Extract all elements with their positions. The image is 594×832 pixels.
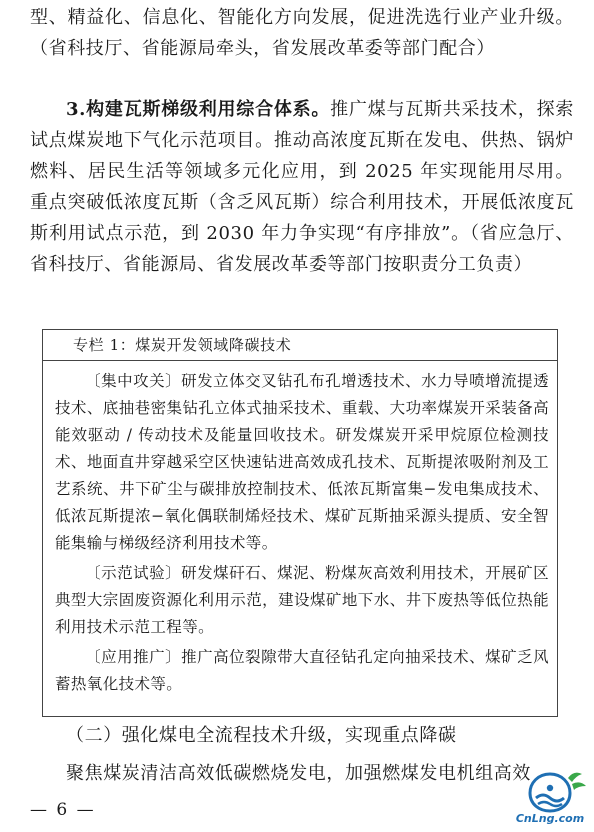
site-logo — [512, 768, 588, 828]
page-number: — 6 — — [30, 800, 96, 820]
column-item-text: 〔集中攻关〕研发立体交叉钻孔布孔增透技术、水力导喷增流提透技术、底抽巷密集钻孔立体式抽采技术、重载、大功率煤炭开采装备高能效驱动 / 传动技术及能量回收技术。研发煤炭开采甲烷原位检测技术、地面直井穿越采空区快速钻进高效成孔技术、瓦斯提浓吸附剂及工艺系统、井下矿尘与碳排放控制技术、低浓瓦斯富集−发电集成技术、低浓瓦斯提浓−氧化偶联制烯烃技术、煤矿瓦斯抽采源头提质、安全智能集输与梯级经济利用技术等。 — [55, 372, 549, 552]
paragraph-coal-power — [30, 758, 574, 789]
paragraph-text: 推广煤与瓦斯共采技术，探索试点煤炭地下气化示范项目。推动高浓度瓦斯在发电、供热、锅炉燃料、居民生活等领域多元化应用，到 2025 年实现能用尽用。重点突破低浓度瓦斯（含乏风瓦斯）综合利用技术，开展低浓度瓦斯利用试点示范，到 2030 年力争实现“有序排放”。（省应急厅、省科技厅、省能源局、省发展改革委等部门按职责分工负责） — [30, 99, 574, 275]
section-heading-3: 3.构建瓦斯梯级利用综合体系。 — [66, 99, 331, 120]
section-heading-2: （二）强化煤电全流程技术升级，实现重点降碳 — [66, 725, 457, 746]
column-item-demonstration — [55, 560, 549, 641]
column-item-text: 〔应用推广〕推广高位裂隙带大直径钻孔定向抽采技术、煤矿乏风蓄热氧化技术等。 — [55, 648, 549, 693]
logo-emblem-icon — [512, 768, 588, 814]
paragraph-text: 聚焦煤炭清洁高效低碳燃烧发电，加强燃煤发电机组高效 — [66, 763, 531, 784]
column-item-text: 〔示范试验〕研发煤矸石、煤泥、粉煤灰高效利用技术，开展矿区典型大宗固废资源化利用示范，建设煤矿地下水、井下废热等低位热能利用技术示范工程等。 — [55, 564, 549, 636]
paragraph-gas-utilization — [30, 94, 574, 280]
column-item-promotion — [55, 644, 549, 698]
paragraph-continued — [30, 2, 574, 64]
column-item-research — [55, 368, 549, 557]
column-box-body — [55, 368, 549, 701]
column-box — [42, 329, 558, 717]
paragraph-text: 型、精益化、信息化、智能化方向发展，促进洗选行业产业升级。（省科技厅、省能源局牵头，省发展改革委等部门配合） — [30, 7, 574, 59]
logo-text: CnLng.com — [515, 812, 585, 825]
column-box-title: 专栏 1：煤炭开发领域降碳技术 — [43, 330, 557, 361]
